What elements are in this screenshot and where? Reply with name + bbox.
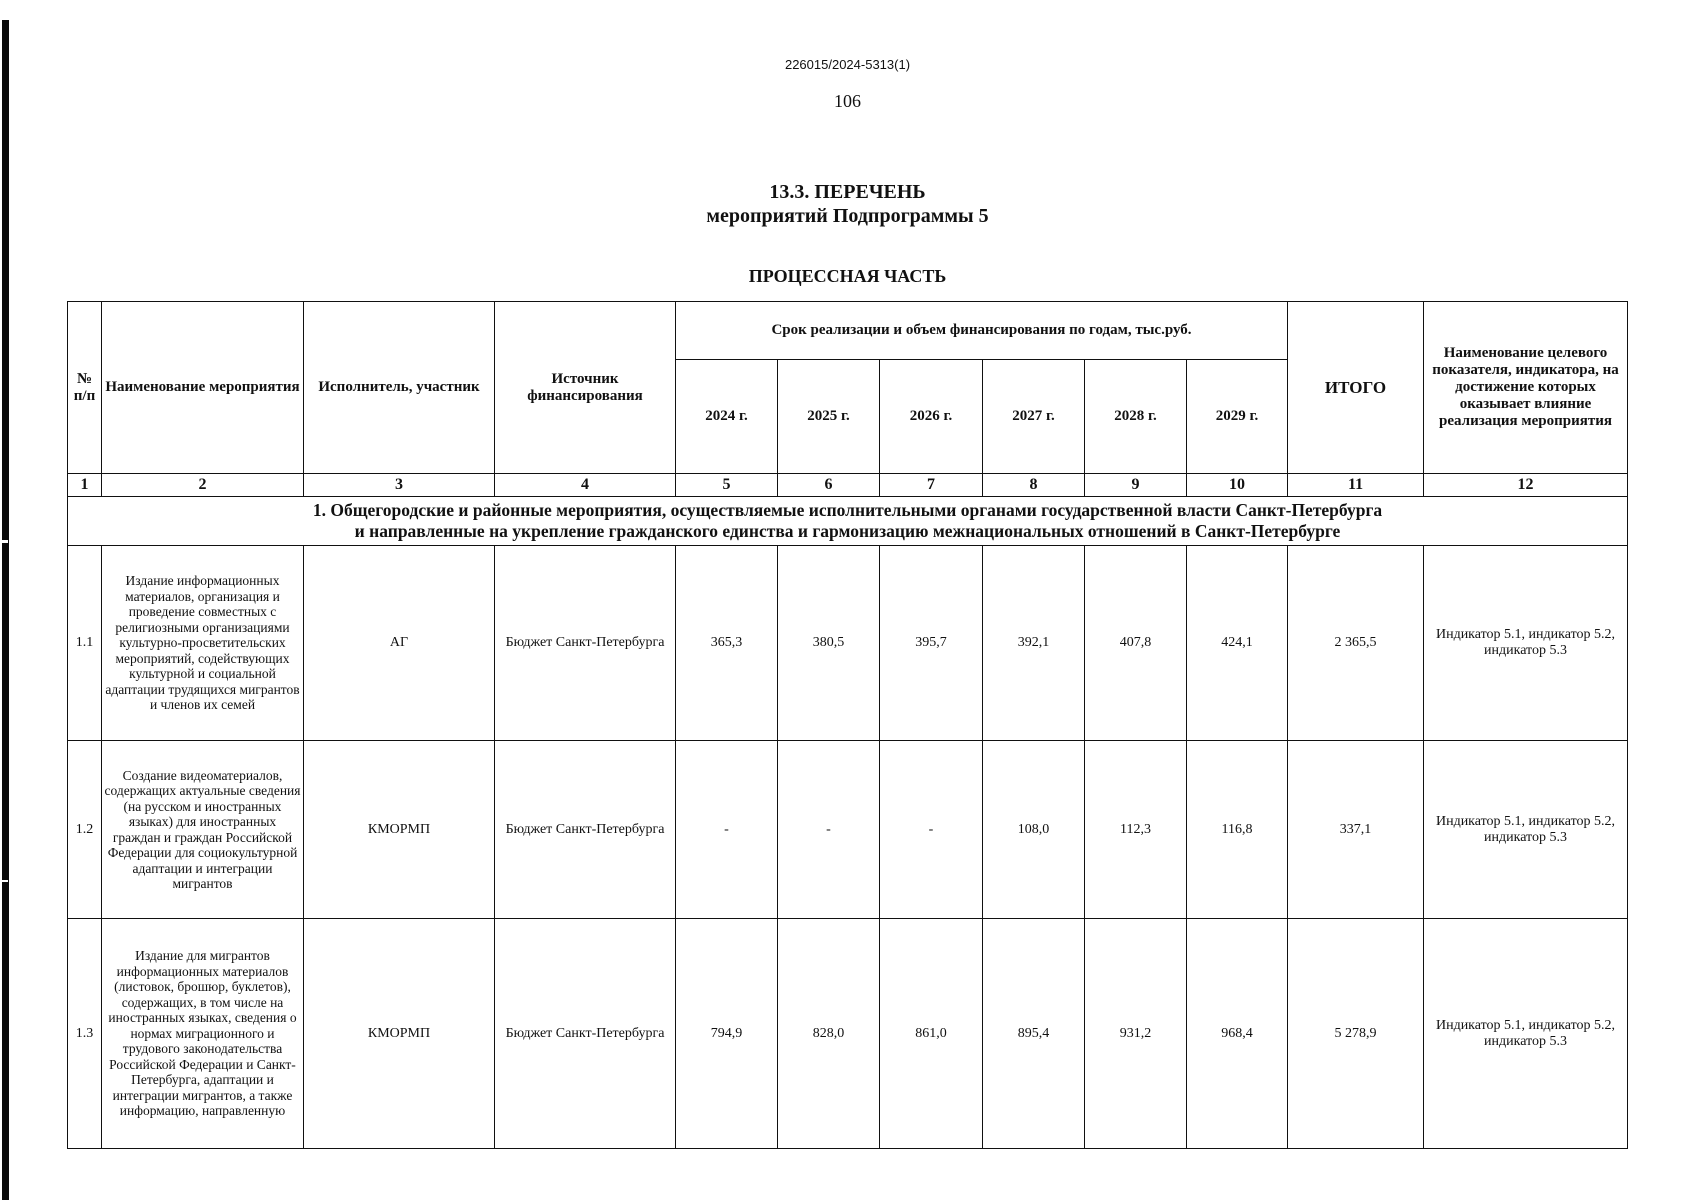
indicator: Индикатор 5.1, индикатор 5.2, индикатор 5.3 [1424, 919, 1628, 1149]
value-2029: 968,4 [1187, 919, 1288, 1149]
value-2027: 392,1 [983, 546, 1085, 741]
value-2026: - [880, 741, 983, 919]
column-number: 9 [1085, 474, 1187, 497]
table-row [68, 741, 1628, 919]
page-number: 106 [834, 91, 861, 111]
table-row [68, 919, 1628, 1149]
column-number: 10 [1187, 474, 1288, 497]
value-2026: 861,0 [880, 919, 983, 1149]
header-year-2027: 2027 г. [983, 360, 1085, 474]
activities-table [67, 301, 1628, 1149]
group-heading-line-1: 1. Общегородские и районные мероприятия, осуществляемые исполнительными органами государственной власти Санкт-Петербурга [312, 500, 1383, 520]
value-2029: 116,8 [1187, 741, 1288, 919]
indicator: Индикатор 5.1, индикатор 5.2, индикатор 5.3 [1424, 741, 1628, 919]
value-2025: 380,5 [778, 546, 880, 741]
column-number: 4 [495, 474, 676, 497]
row-num: 1.2 [68, 741, 102, 919]
header-year-2024: 2024 г. [676, 360, 778, 474]
header-year-2026: 2026 г. [880, 360, 983, 474]
indicator: Индикатор 5.1, индикатор 5.2, индикатор 5.3 [1424, 546, 1628, 741]
column-number: 2 [102, 474, 304, 497]
title-line-1: 13.3. ПЕРЕЧЕНЬ [769, 181, 926, 203]
value-2027: 108,0 [983, 741, 1085, 919]
value-2025: 828,0 [778, 919, 880, 1149]
value-2029: 424,1 [1187, 546, 1288, 741]
section-title: ПРОЦЕССНАЯ ЧАСТЬ [748, 266, 947, 286]
column-number: 8 [983, 474, 1085, 497]
activity-name: Издание информационных материалов, организация и проведение совместных с религиозными организациями культурно-просветительских мероприятий, содействующих культурной и социальной адаптации трудящихся мигрантов и членов их семей [102, 546, 304, 741]
column-number: 6 [778, 474, 880, 497]
header-row [68, 302, 1628, 360]
header-year-2028: 2028 г. [1085, 360, 1187, 474]
group-heading-line-2: и направленные на укрепление гражданского единства и гармонизацию межнациональных отношений в Санкт-Петербурге [354, 521, 1341, 541]
header-num: № п/п [68, 302, 102, 474]
funding-source: Бюджет Санкт-Петербурга [495, 546, 676, 741]
table-row [68, 546, 1628, 741]
page-title [0, 180, 1695, 228]
funding-source: Бюджет Санкт-Петербурга [495, 919, 676, 1149]
value-2024: 794,9 [676, 919, 778, 1149]
column-number: 5 [676, 474, 778, 497]
activity-name: Издание для мигрантов информационных материалов (листовок, брошюр, буклетов), содержащих, в том числе на иностранных языках, сведения о нормах миграционного и трудового законодательства Российской Федерации и Санкт-Петербурга, адаптации и интеграции мигрантов, а также информацию, направленную [102, 919, 304, 1149]
column-number: 3 [304, 474, 495, 497]
value-2026: 395,7 [880, 546, 983, 741]
title-line-2: мероприятий Подпрограммы 5 [706, 205, 989, 227]
group-heading [68, 497, 1628, 546]
value-2028: 407,8 [1085, 546, 1187, 741]
header-year-2025: 2025 г. [778, 360, 880, 474]
executor: КМОРМП [304, 919, 495, 1149]
executor: АГ [304, 546, 495, 741]
column-number: 7 [880, 474, 983, 497]
value-2024: - [676, 741, 778, 919]
funding-source: Бюджет Санкт-Петербурга [495, 741, 676, 919]
header-name: Наименование мероприятия [102, 302, 304, 474]
column-number: 11 [1288, 474, 1424, 497]
header-year-2029: 2029 г. [1187, 360, 1288, 474]
value-2028: 931,2 [1085, 919, 1187, 1149]
header-period-group: Срок реализации и объем финансирования по годам, тыс.руб. [676, 302, 1288, 360]
row-num: 1.1 [68, 546, 102, 741]
value-2025: - [778, 741, 880, 919]
value-total: 5 278,9 [1288, 919, 1424, 1149]
column-number: 12 [1424, 474, 1628, 497]
value-total: 2 365,5 [1288, 546, 1424, 741]
column-number-row [68, 474, 1628, 497]
value-total: 337,1 [1288, 741, 1424, 919]
executor: КМОРМП [304, 741, 495, 919]
activity-name: Создание видеоматериалов, содержащих актуальные сведения (на русском и иностранных языках) для иностранных граждан и граждан Российской Федерации для социокультурной адаптации и интеграции мигрантов [102, 741, 304, 919]
value-2028: 112,3 [1085, 741, 1187, 919]
row-num: 1.3 [68, 919, 102, 1149]
column-number: 1 [68, 474, 102, 497]
group-row [68, 497, 1628, 546]
header-total: ИТОГО [1288, 302, 1424, 474]
document-id: 226015/2024-5313(1) [784, 57, 911, 72]
value-2024: 365,3 [676, 546, 778, 741]
value-2027: 895,4 [983, 919, 1085, 1149]
header-source: Источник финансирования [495, 302, 676, 474]
header-executor: Исполнитель, участник [304, 302, 495, 474]
header-indicator: Наименование целевого показателя, индикатора, на достижение которых оказывает влияние реализация мероприятия [1424, 302, 1628, 474]
